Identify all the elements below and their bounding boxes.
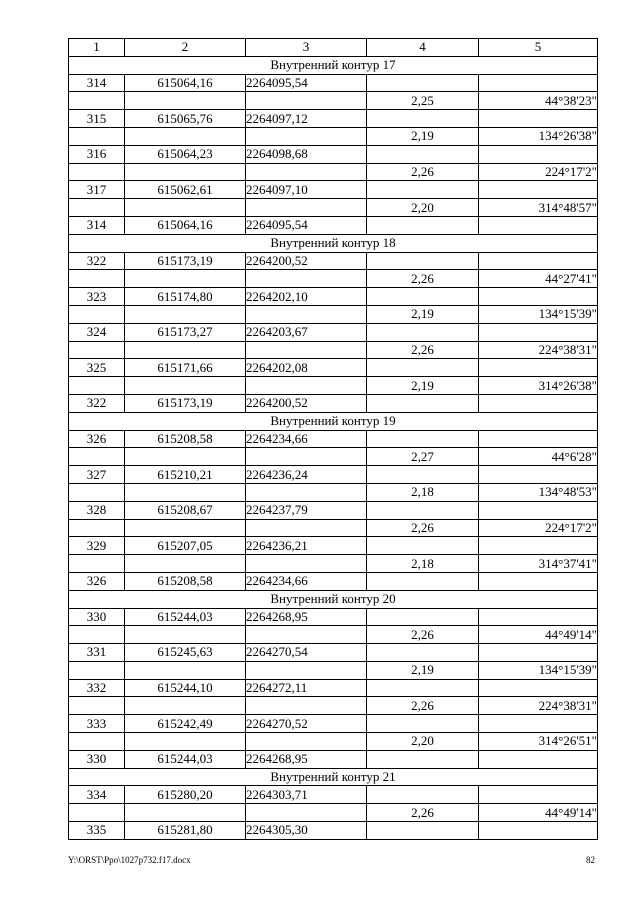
table-row bbox=[69, 626, 598, 644]
x-coordinate-cell: 615244,03 bbox=[125, 608, 246, 626]
table-row bbox=[69, 163, 598, 181]
bearing-cell bbox=[479, 608, 598, 626]
distance-cell: 2,19 bbox=[367, 377, 479, 395]
distance-cell: 2,27 bbox=[367, 448, 479, 466]
distance-cell bbox=[367, 715, 479, 733]
distance-cell bbox=[367, 644, 479, 662]
x-coordinate-cell: 615207,05 bbox=[125, 537, 246, 555]
y-coordinate-cell: 2264268,95 bbox=[246, 750, 367, 768]
distance-cell bbox=[367, 572, 479, 590]
point-number-cell bbox=[69, 92, 125, 110]
x-coordinate-cell: 615173,27 bbox=[125, 323, 246, 341]
table-row bbox=[69, 252, 598, 270]
point-number-cell bbox=[69, 199, 125, 217]
bearing-cell: 314°26'51" bbox=[479, 733, 598, 751]
coordinates-table-body bbox=[69, 39, 598, 840]
table-row bbox=[69, 199, 598, 217]
y-coordinate-cell: 2264270,52 bbox=[246, 715, 367, 733]
point-number-cell: 323 bbox=[69, 288, 125, 306]
y-coordinate-cell bbox=[246, 626, 367, 644]
bearing-cell: 314°37'41" bbox=[479, 555, 598, 573]
y-coordinate-cell: 2264095,54 bbox=[246, 216, 367, 234]
x-coordinate-cell: 615173,19 bbox=[125, 394, 246, 412]
table-row bbox=[69, 786, 598, 804]
y-coordinate-cell: 2264095,54 bbox=[246, 74, 367, 92]
y-coordinate-cell bbox=[246, 341, 367, 359]
x-coordinate-cell bbox=[125, 733, 246, 751]
point-number-cell: 314 bbox=[69, 74, 125, 92]
distance-cell: 2,26 bbox=[367, 270, 479, 288]
x-coordinate-cell bbox=[125, 92, 246, 110]
bearing-cell bbox=[479, 394, 598, 412]
distance-cell bbox=[367, 501, 479, 519]
distance-cell bbox=[367, 288, 479, 306]
distance-cell bbox=[367, 252, 479, 270]
x-coordinate-cell: 615208,58 bbox=[125, 430, 246, 448]
bearing-cell: 44°49'14" bbox=[479, 626, 598, 644]
distance-cell bbox=[367, 74, 479, 92]
point-number-cell: 326 bbox=[69, 572, 125, 590]
table-row bbox=[69, 537, 598, 555]
x-coordinate-cell: 615065,76 bbox=[125, 110, 246, 128]
y-coordinate-cell bbox=[246, 270, 367, 288]
column-header-5: 5 bbox=[479, 39, 598, 57]
bearing-cell bbox=[479, 466, 598, 484]
table-row bbox=[69, 679, 598, 697]
point-number-cell bbox=[69, 733, 125, 751]
section-title: Внутренний контур 18 bbox=[69, 234, 598, 252]
distance-cell bbox=[367, 394, 479, 412]
point-number-cell bbox=[69, 270, 125, 288]
x-coordinate-cell bbox=[125, 448, 246, 466]
point-number-cell: 314 bbox=[69, 216, 125, 234]
distance-cell: 2,19 bbox=[367, 661, 479, 679]
bearing-cell: 134°26'38" bbox=[479, 127, 598, 145]
point-number-cell: 324 bbox=[69, 323, 125, 341]
table-row bbox=[69, 733, 598, 751]
point-number-cell: 326 bbox=[69, 430, 125, 448]
bearing-cell: 44°27'41" bbox=[479, 270, 598, 288]
table-row bbox=[69, 430, 598, 448]
point-number-cell bbox=[69, 804, 125, 822]
x-coordinate-cell bbox=[125, 341, 246, 359]
y-coordinate-cell bbox=[246, 305, 367, 323]
bearing-cell bbox=[479, 145, 598, 163]
point-number-cell bbox=[69, 697, 125, 715]
point-number-cell: 316 bbox=[69, 145, 125, 163]
table-row bbox=[69, 822, 598, 840]
point-number-cell bbox=[69, 626, 125, 644]
y-coordinate-cell: 2264237,79 bbox=[246, 501, 367, 519]
distance-cell bbox=[367, 466, 479, 484]
y-coordinate-cell bbox=[246, 483, 367, 501]
point-number-cell bbox=[69, 448, 125, 466]
section-title-row bbox=[69, 412, 598, 430]
table-row bbox=[69, 519, 598, 537]
distance-cell: 2,26 bbox=[367, 804, 479, 822]
table-row bbox=[69, 127, 598, 145]
footer-file-path: Y:\ORST\Ppo\1027p732.f17.docx bbox=[68, 855, 191, 865]
y-coordinate-cell bbox=[246, 92, 367, 110]
coordinates-table bbox=[68, 38, 598, 840]
table-row bbox=[69, 181, 598, 199]
y-coordinate-cell bbox=[246, 519, 367, 537]
section-title: Внутренний контур 20 bbox=[69, 590, 598, 608]
y-coordinate-cell: 2264236,21 bbox=[246, 537, 367, 555]
x-coordinate-cell: 615064,23 bbox=[125, 145, 246, 163]
distance-cell bbox=[367, 679, 479, 697]
point-number-cell: 334 bbox=[69, 786, 125, 804]
bearing-cell: 314°48'57" bbox=[479, 199, 598, 217]
distance-cell: 2,26 bbox=[367, 626, 479, 644]
bearing-cell bbox=[479, 74, 598, 92]
section-title-row bbox=[69, 234, 598, 252]
distance-cell: 2,25 bbox=[367, 92, 479, 110]
x-coordinate-cell bbox=[125, 377, 246, 395]
x-coordinate-cell: 615280,20 bbox=[125, 786, 246, 804]
bearing-cell bbox=[479, 181, 598, 199]
y-coordinate-cell: 2264098,68 bbox=[246, 145, 367, 163]
bearing-cell bbox=[479, 715, 598, 733]
distance-cell bbox=[367, 786, 479, 804]
bearing-cell bbox=[479, 288, 598, 306]
bearing-cell bbox=[479, 252, 598, 270]
x-coordinate-cell: 615210,21 bbox=[125, 466, 246, 484]
point-number-cell: 325 bbox=[69, 359, 125, 377]
table-row bbox=[69, 661, 598, 679]
table-row bbox=[69, 145, 598, 163]
distance-cell: 2,26 bbox=[367, 519, 479, 537]
section-title: Внутренний контур 21 bbox=[69, 768, 598, 786]
distance-cell bbox=[367, 359, 479, 377]
bearing-cell bbox=[479, 323, 598, 341]
y-coordinate-cell: 2264236,24 bbox=[246, 466, 367, 484]
bearing-cell: 224°38'31" bbox=[479, 341, 598, 359]
y-coordinate-cell: 2264270,54 bbox=[246, 644, 367, 662]
y-coordinate-cell bbox=[246, 377, 367, 395]
table-row bbox=[69, 608, 598, 626]
bearing-cell: 134°48'53" bbox=[479, 483, 598, 501]
table-row bbox=[69, 555, 598, 573]
x-coordinate-cell bbox=[125, 305, 246, 323]
distance-cell: 2,19 bbox=[367, 305, 479, 323]
bearing-cell bbox=[479, 679, 598, 697]
bearing-cell bbox=[479, 644, 598, 662]
distance-cell bbox=[367, 216, 479, 234]
section-title-row bbox=[69, 56, 598, 74]
point-number-cell bbox=[69, 377, 125, 395]
y-coordinate-cell bbox=[246, 127, 367, 145]
bearing-cell bbox=[479, 430, 598, 448]
x-coordinate-cell: 615064,16 bbox=[125, 74, 246, 92]
y-coordinate-cell bbox=[246, 697, 367, 715]
y-coordinate-cell: 2264202,10 bbox=[246, 288, 367, 306]
distance-cell: 2,26 bbox=[367, 341, 479, 359]
distance-cell bbox=[367, 430, 479, 448]
point-number-cell: 315 bbox=[69, 110, 125, 128]
table-row bbox=[69, 323, 598, 341]
distance-cell: 2,18 bbox=[367, 555, 479, 573]
x-coordinate-cell bbox=[125, 127, 246, 145]
distance-cell bbox=[367, 145, 479, 163]
point-number-cell: 328 bbox=[69, 501, 125, 519]
y-coordinate-cell bbox=[246, 163, 367, 181]
y-coordinate-cell: 2264203,67 bbox=[246, 323, 367, 341]
x-coordinate-cell bbox=[125, 626, 246, 644]
x-coordinate-cell: 615173,19 bbox=[125, 252, 246, 270]
x-coordinate-cell: 615064,16 bbox=[125, 216, 246, 234]
x-coordinate-cell: 615245,63 bbox=[125, 644, 246, 662]
point-number-cell bbox=[69, 519, 125, 537]
section-title: Внутренний контур 19 bbox=[69, 412, 598, 430]
table-row bbox=[69, 74, 598, 92]
distance-cell bbox=[367, 608, 479, 626]
table-row bbox=[69, 483, 598, 501]
x-coordinate-cell bbox=[125, 163, 246, 181]
x-coordinate-cell: 615244,10 bbox=[125, 679, 246, 697]
point-number-cell bbox=[69, 555, 125, 573]
bearing-cell bbox=[479, 110, 598, 128]
bearing-cell bbox=[479, 750, 598, 768]
table-header-row bbox=[69, 39, 598, 57]
x-coordinate-cell bbox=[125, 804, 246, 822]
y-coordinate-cell bbox=[246, 804, 367, 822]
x-coordinate-cell: 615208,58 bbox=[125, 572, 246, 590]
x-coordinate-cell bbox=[125, 555, 246, 573]
table-row bbox=[69, 715, 598, 733]
x-coordinate-cell: 615062,61 bbox=[125, 181, 246, 199]
x-coordinate-cell bbox=[125, 199, 246, 217]
bearing-cell: 134°15'39" bbox=[479, 305, 598, 323]
table-row bbox=[69, 216, 598, 234]
table-row bbox=[69, 359, 598, 377]
distance-cell bbox=[367, 750, 479, 768]
x-coordinate-cell bbox=[125, 483, 246, 501]
table-row bbox=[69, 750, 598, 768]
point-number-cell: 322 bbox=[69, 252, 125, 270]
bearing-cell bbox=[479, 572, 598, 590]
y-coordinate-cell bbox=[246, 555, 367, 573]
bearing-cell bbox=[479, 501, 598, 519]
table-row bbox=[69, 110, 598, 128]
column-header-4: 4 bbox=[367, 39, 479, 57]
point-number-cell: 330 bbox=[69, 750, 125, 768]
table-row bbox=[69, 448, 598, 466]
y-coordinate-cell bbox=[246, 661, 367, 679]
bearing-cell: 134°15'39" bbox=[479, 661, 598, 679]
distance-cell bbox=[367, 181, 479, 199]
distance-cell: 2,20 bbox=[367, 199, 479, 217]
table-row bbox=[69, 697, 598, 715]
column-header-2: 2 bbox=[125, 39, 246, 57]
y-coordinate-cell: 2264097,10 bbox=[246, 181, 367, 199]
bearing-cell: 224°17'2" bbox=[479, 163, 598, 181]
bearing-cell bbox=[479, 822, 598, 840]
point-number-cell: 322 bbox=[69, 394, 125, 412]
distance-cell bbox=[367, 323, 479, 341]
x-coordinate-cell bbox=[125, 697, 246, 715]
table-row bbox=[69, 804, 598, 822]
point-number-cell: 333 bbox=[69, 715, 125, 733]
bearing-cell bbox=[479, 216, 598, 234]
y-coordinate-cell: 2264303,71 bbox=[246, 786, 367, 804]
x-coordinate-cell: 615242,49 bbox=[125, 715, 246, 733]
bearing-cell: 44°6'28" bbox=[479, 448, 598, 466]
column-header-1: 1 bbox=[69, 39, 125, 57]
x-coordinate-cell bbox=[125, 270, 246, 288]
distance-cell: 2,20 bbox=[367, 733, 479, 751]
x-coordinate-cell: 615171,66 bbox=[125, 359, 246, 377]
point-number-cell: 327 bbox=[69, 466, 125, 484]
distance-cell: 2,19 bbox=[367, 127, 479, 145]
x-coordinate-cell: 615174,80 bbox=[125, 288, 246, 306]
table-row bbox=[69, 572, 598, 590]
table-row bbox=[69, 501, 598, 519]
point-number-cell: 331 bbox=[69, 644, 125, 662]
section-title-row bbox=[69, 768, 598, 786]
x-coordinate-cell bbox=[125, 519, 246, 537]
bearing-cell: 44°38'23" bbox=[479, 92, 598, 110]
point-number-cell: 317 bbox=[69, 181, 125, 199]
y-coordinate-cell: 2264268,95 bbox=[246, 608, 367, 626]
bearing-cell: 224°38'31" bbox=[479, 697, 598, 715]
distance-cell bbox=[367, 110, 479, 128]
y-coordinate-cell: 2264305,30 bbox=[246, 822, 367, 840]
bearing-cell bbox=[479, 786, 598, 804]
point-number-cell: 332 bbox=[69, 679, 125, 697]
y-coordinate-cell: 2264202,08 bbox=[246, 359, 367, 377]
point-number-cell bbox=[69, 483, 125, 501]
column-header-3: 3 bbox=[246, 39, 367, 57]
bearing-cell: 44°49'14" bbox=[479, 804, 598, 822]
section-title-row bbox=[69, 590, 598, 608]
point-number-cell: 335 bbox=[69, 822, 125, 840]
table-row bbox=[69, 644, 598, 662]
point-number-cell bbox=[69, 127, 125, 145]
point-number-cell bbox=[69, 305, 125, 323]
section-title: Внутренний контур 17 bbox=[69, 56, 598, 74]
bearing-cell bbox=[479, 537, 598, 555]
bearing-cell: 314°26'38" bbox=[479, 377, 598, 395]
y-coordinate-cell: 2264234,66 bbox=[246, 430, 367, 448]
table-row bbox=[69, 92, 598, 110]
point-number-cell: 329 bbox=[69, 537, 125, 555]
point-number-cell bbox=[69, 661, 125, 679]
point-number-cell bbox=[69, 163, 125, 181]
y-coordinate-cell bbox=[246, 733, 367, 751]
y-coordinate-cell: 2264200,52 bbox=[246, 252, 367, 270]
bearing-cell: 224°17'2" bbox=[479, 519, 598, 537]
distance-cell bbox=[367, 822, 479, 840]
table-row bbox=[69, 270, 598, 288]
y-coordinate-cell: 2264234,66 bbox=[246, 572, 367, 590]
table-row bbox=[69, 288, 598, 306]
y-coordinate-cell: 2264272,11 bbox=[246, 679, 367, 697]
table-row bbox=[69, 466, 598, 484]
table-row bbox=[69, 377, 598, 395]
x-coordinate-cell bbox=[125, 661, 246, 679]
y-coordinate-cell bbox=[246, 448, 367, 466]
distance-cell bbox=[367, 537, 479, 555]
table-row bbox=[69, 305, 598, 323]
distance-cell: 2,26 bbox=[367, 163, 479, 181]
y-coordinate-cell: 2264097,12 bbox=[246, 110, 367, 128]
x-coordinate-cell: 615244,03 bbox=[125, 750, 246, 768]
x-coordinate-cell: 615208,67 bbox=[125, 501, 246, 519]
table-row bbox=[69, 394, 598, 412]
table-row bbox=[69, 341, 598, 359]
point-number-cell: 330 bbox=[69, 608, 125, 626]
distance-cell: 2,18 bbox=[367, 483, 479, 501]
y-coordinate-cell bbox=[246, 199, 367, 217]
bearing-cell bbox=[479, 359, 598, 377]
y-coordinate-cell: 2264200,52 bbox=[246, 394, 367, 412]
distance-cell: 2,26 bbox=[367, 697, 479, 715]
point-number-cell bbox=[69, 341, 125, 359]
footer-page-number: 82 bbox=[586, 855, 595, 865]
x-coordinate-cell: 615281,80 bbox=[125, 822, 246, 840]
